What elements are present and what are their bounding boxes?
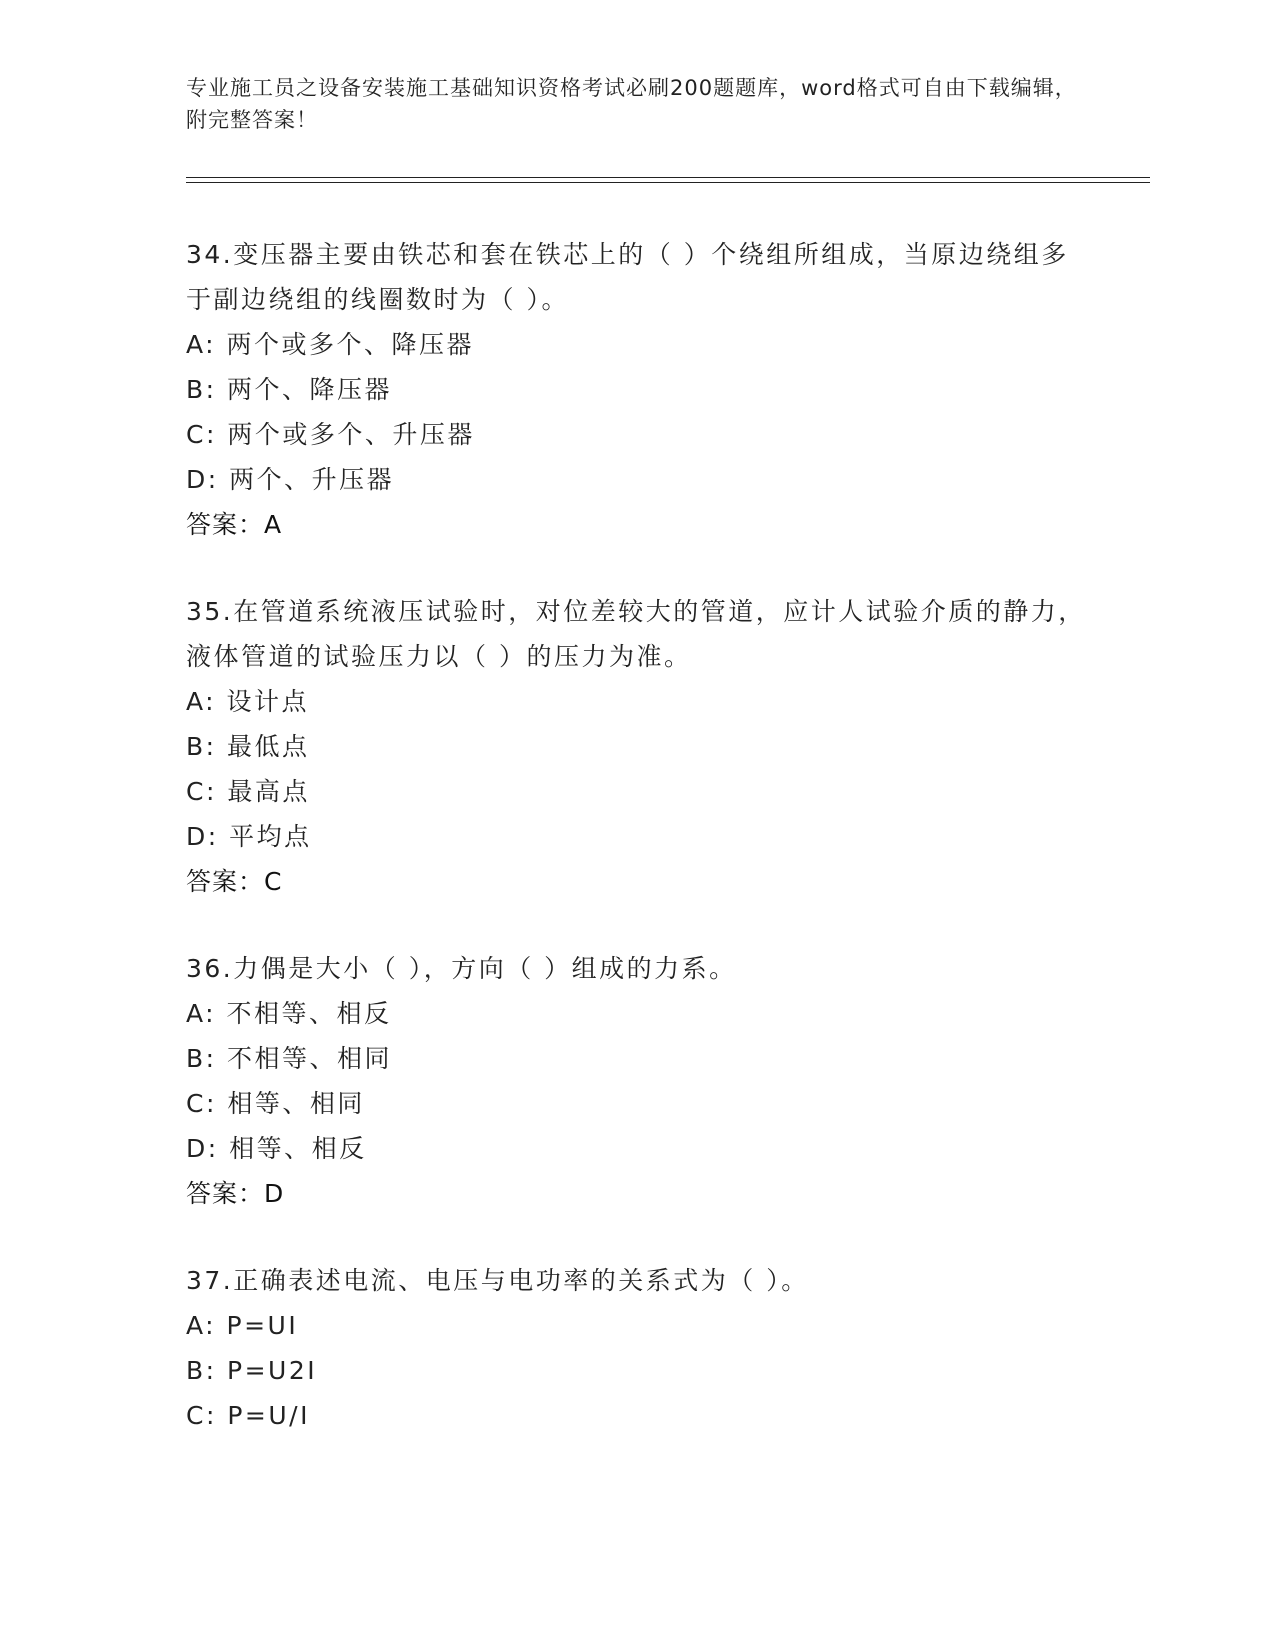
question-37 (186, 1258, 1086, 1438)
option-b: B: P=U2I (186, 1356, 318, 1385)
answer-value: C (264, 867, 283, 896)
question-list (186, 232, 1086, 1480)
question-35 (186, 589, 1086, 904)
option-b: B: 不相等、相同 (186, 1044, 393, 1073)
option-d: D: 平均点 (186, 822, 312, 851)
document-intro (186, 72, 1086, 136)
question-stem: 37.正确表述电流、电压与电功率的关系式为（ ）。 (186, 1266, 809, 1295)
option-d: D: 相等、相反 (186, 1134, 367, 1163)
answer-label: 答案： (186, 867, 265, 896)
question-stem: 35.在管道系统液压试验时，对位差较大的管道，应计人试验介质的静力，液体管道的试验压力以（ ）的压力为准。 (186, 597, 1086, 671)
answer-line (186, 859, 1086, 904)
question-stem: 36.力偶是大小（ ），方向（ ）组成的力系。 (186, 954, 737, 983)
option-b: B: 最低点 (186, 732, 310, 761)
question-stem: 34.变压器主要由铁芯和套在铁芯上的（ ）个绕组所组成，当原边绕组多于副边绕组的线圈数时为（ ）。 (186, 240, 1069, 314)
option-a: A: 两个或多个、降压器 (186, 330, 475, 359)
option-a: A: 不相等、相反 (186, 999, 392, 1028)
option-b: B: 两个、降压器 (186, 375, 393, 404)
option-c: C: P=U/I (186, 1401, 310, 1430)
option-c: C: 相等、相同 (186, 1089, 365, 1118)
option-c: C: 两个或多个、升压器 (186, 420, 475, 449)
answer-line (186, 502, 1086, 547)
question-36 (186, 946, 1086, 1216)
answer-label: 答案： (186, 1179, 265, 1208)
option-a: A: P=UI (186, 1311, 299, 1340)
option-d: D: 两个、升压器 (186, 465, 395, 494)
answer-value: D (264, 1179, 285, 1208)
header-divider-top (186, 177, 1150, 178)
intro-text: 专业施工员之设备安装施工基础知识资格考试必刷200题题库，word格式可自由下载编辑，附完整答案！ (186, 76, 1077, 132)
answer-label: 答案： (186, 510, 265, 539)
option-a: A: 设计点 (186, 687, 310, 716)
answer-line (186, 1171, 1086, 1216)
answer-value: A (264, 510, 283, 539)
header-divider-bottom (186, 182, 1150, 183)
question-34 (186, 232, 1086, 547)
option-c: C: 最高点 (186, 777, 310, 806)
